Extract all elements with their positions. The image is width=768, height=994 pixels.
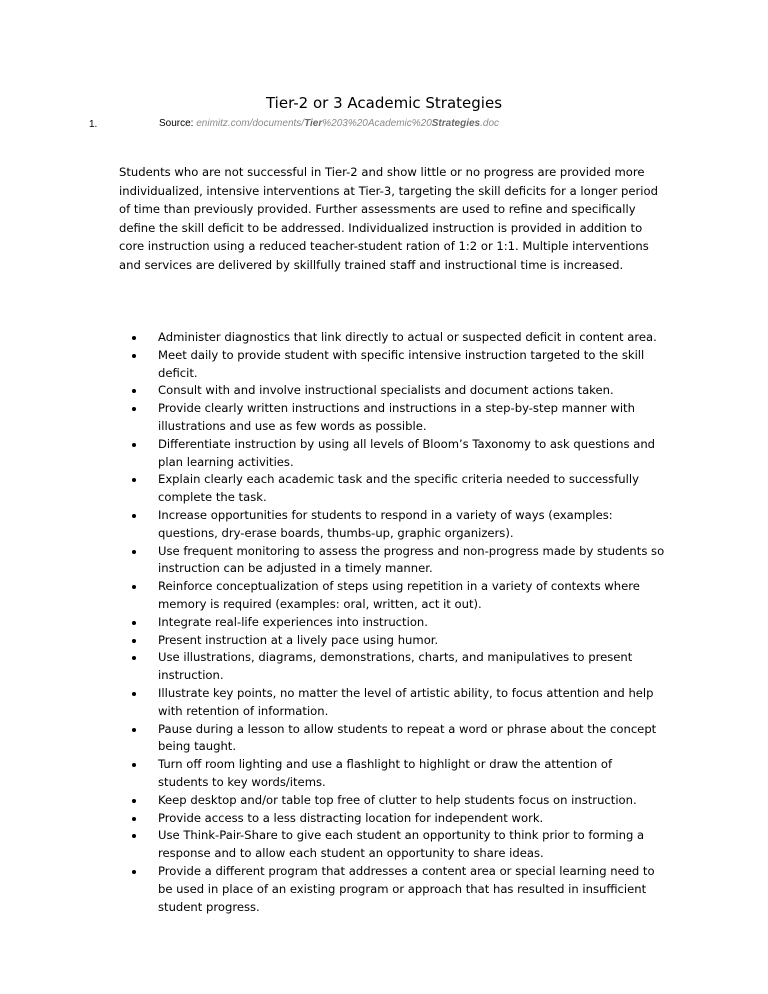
list-item-text: Use illustrations, diagrams, demonstrations, charts, and manipulatives to present instruction.: [158, 650, 633, 683]
list-item: [119, 329, 665, 347]
source-url-part: .doc: [480, 118, 500, 129]
list-item-text: Increase opportunities for students to respond in a variety of ways (examples: questions, dry-erase boards, thumbs-up, graphic organizers).: [158, 507, 613, 540]
source-label: Source:: [159, 118, 194, 129]
bullet-icon: [132, 834, 136, 838]
list-item: [119, 721, 665, 757]
list-item: [119, 436, 665, 472]
bullet-icon: [132, 656, 136, 660]
list-item-text: Integrate real-life experiences into instruction.: [158, 614, 428, 629]
bullet-icon: [132, 817, 136, 821]
list-item: [119, 685, 665, 721]
source-line: [0, 118, 768, 132]
bullet-icon: [132, 692, 136, 696]
bullet-icon: [132, 763, 136, 767]
bullet-icon: [132, 585, 136, 589]
list-item: [119, 471, 665, 507]
bullet-icon: [132, 336, 136, 340]
bullet-icon: [132, 389, 136, 393]
source-citation: [159, 118, 499, 130]
list-item-text: Use Think-Pair-Share to give each student an opportunity to think prior to forming a response and to allow each student an opportunity to share ideas.: [158, 828, 645, 861]
list-number: 1.: [89, 119, 98, 130]
list-item-text: Provide a different program that addresses a content area or special learning need to be used in place of an existing program or approach that has resulted in insufficient student progress.: [158, 863, 655, 914]
list-item-text: Keep desktop and/or table top free of clutter to help students focus on instruction.: [158, 792, 637, 807]
list-item: [119, 649, 665, 685]
list-item-text: Meet daily to provide student with specific intensive instruction targeted to the skill deficit.: [158, 347, 645, 380]
bullet-icon: [132, 799, 136, 803]
list-item-text: Turn off room lighting and use a flashlight to highlight or draw the attention of students to key words/items.: [158, 757, 613, 789]
bullet-icon: [132, 354, 136, 358]
intro-paragraph: Students who are not successful in Tier-2 and show little or no progress are provided more individualized, intensive interventions at Tier-3, targeting the skill deficits for a longer period of time than previously provided. Further assessments are used to refine and specifically define the skill deficit to be addressed. Individualized instruction is provided in addition to core instruction using a reduced teacher-student ration of 1:2 or 1:1. Multiple interventions and services are delivered by skillfully trained staff and instructional time is increased.: [119, 165, 658, 272]
list-item: [119, 347, 665, 383]
list-item: [119, 400, 665, 436]
source-url-part: Tier: [304, 118, 323, 129]
list-item: [119, 792, 665, 810]
list-item: [119, 382, 665, 400]
list-item: [119, 543, 665, 579]
list-item: [119, 863, 665, 916]
bullet-icon: [132, 728, 136, 732]
strategy-list: [119, 329, 665, 916]
list-item: [119, 632, 665, 650]
source-url[interactable]: [196, 118, 499, 129]
bullet-icon: [132, 621, 136, 625]
bullet-icon: [132, 443, 136, 447]
list-item-text: Administer diagnostics that link directly to actual or suspected deficit in content area.: [158, 330, 657, 344]
list-item-text: Explain clearly each academic task and the specific criteria needed to successfully complete the task.: [158, 472, 639, 505]
list-item: [119, 810, 665, 828]
bullet-icon: [132, 514, 136, 518]
list-item-text: Pause during a lesson to allow students to repeat a word or phrase about the concept being taught.: [158, 721, 657, 754]
list-item-text: Differentiate instruction by using all levels of Bloom’s Taxonomy to ask questions and plan learning activities.: [158, 436, 656, 469]
bullet-icon: [132, 870, 136, 874]
list-item-text: Provide access to a less distracting location for independent work.: [158, 810, 544, 825]
list-item: [119, 614, 665, 632]
list-item: [119, 827, 665, 863]
source-url-part: enimitz.com/documents/: [196, 118, 305, 129]
bullet-icon: [132, 639, 136, 643]
list-item: [119, 578, 665, 614]
list-item-text: Present instruction at a lively pace using humor.: [158, 632, 439, 647]
list-item: [119, 756, 665, 792]
bullet-icon: [132, 478, 136, 482]
bullet-icon: [132, 550, 136, 554]
list-item: [119, 507, 665, 543]
list-item-text: Reinforce conceptualization of steps using repetition in a variety of contexts where memory is required (examples: oral, written, act it out).: [158, 579, 640, 611]
list-item-text: Use frequent monitoring to assess the progress and non-progress made by students so instruction can be adjusted in a timely manner.: [158, 543, 665, 576]
bullet-icon: [132, 407, 136, 411]
source-url-part: %203%20Academic%20: [322, 118, 432, 129]
list-item-text: Consult with and involve instructional specialists and document actions taken.: [158, 383, 614, 398]
source-url-part: Strategies: [431, 118, 481, 129]
document-title: Tier-2 or 3 Academic Strategies: [265, 94, 503, 112]
list-item-text: Provide clearly written instructions and instructions in a step-by-step manner with illustrations and use as few words as possible.: [158, 401, 635, 433]
list-item-text: Illustrate key points, no matter the level of artistic ability, to focus attention and help with retention of information.: [158, 685, 654, 718]
